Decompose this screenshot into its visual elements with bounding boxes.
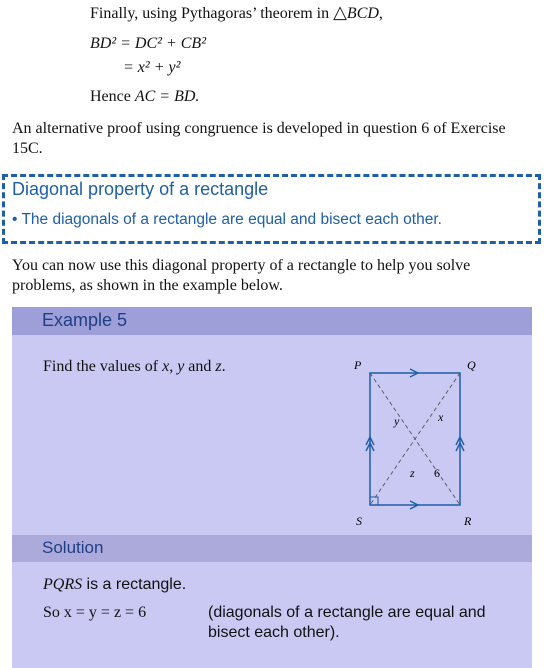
punctuation: , bbox=[378, 5, 383, 22]
rectangle-name: PQRS bbox=[43, 576, 83, 593]
right-angle-mark bbox=[370, 497, 378, 505]
solution-header bbox=[12, 535, 532, 562]
vertex-r-label: R bbox=[464, 514, 472, 528]
segment-z-label: z bbox=[410, 466, 415, 480]
equation-line-1: BD² = DC² + CB² bbox=[90, 35, 206, 52]
pythagoras-line bbox=[90, 2, 383, 24]
solution-reason: (diagonals of a rectangle are equal and bisect each other). bbox=[208, 604, 486, 641]
key-point-box bbox=[2, 174, 541, 244]
box-border-left bbox=[2, 174, 5, 244]
segment-x-label: x bbox=[438, 410, 444, 424]
question-text: Find the values of bbox=[43, 358, 163, 375]
segment-6-label: 6 bbox=[434, 466, 440, 480]
solution-line-2: So x = y = z = 6 bbox=[43, 604, 147, 621]
hence-line bbox=[90, 87, 199, 107]
question-and: and bbox=[184, 358, 216, 375]
example-box bbox=[12, 307, 532, 668]
key-point-title: Diagonal property of a rectangle bbox=[12, 179, 269, 199]
solution-line-1 bbox=[43, 575, 186, 595]
use-property-paragraph: You can now use this diagonal property of a rectangle to help you solve problems, as shown in the example below. bbox=[12, 257, 471, 294]
solution-line-1-text: is a rectangle. bbox=[82, 576, 187, 593]
question-z: z bbox=[215, 358, 222, 375]
solution-title: Solution bbox=[42, 538, 104, 557]
segment-y-label: y bbox=[394, 414, 400, 428]
box-border-right bbox=[538, 174, 541, 244]
rectangle-diagram bbox=[342, 353, 502, 538]
example-title: Example 5 bbox=[42, 310, 128, 330]
hence-text: Hence bbox=[90, 88, 135, 105]
equation-line-2: = x² + y² bbox=[123, 59, 181, 76]
alternative-proof-paragraph: An alternative proof using congruence is developed in question 6 of Exercise 15C. bbox=[12, 120, 506, 157]
example-question bbox=[43, 357, 226, 377]
pythagoras-text: Finally, using Pythagoras’ theorem in bbox=[90, 5, 334, 22]
triangle-name: BCD bbox=[346, 5, 379, 22]
question-vars: x, y bbox=[162, 358, 185, 375]
example-header bbox=[12, 307, 532, 335]
vertex-s-label: S bbox=[356, 514, 362, 528]
triangle-symbol: △ bbox=[333, 2, 347, 22]
key-point-bullet: • The diagonals of a rectangle are equal and bisect each other. bbox=[12, 211, 442, 228]
hence-expression: AC = BD. bbox=[134, 88, 200, 105]
question-end: . bbox=[221, 358, 226, 375]
vertex-p-label: P bbox=[354, 358, 362, 372]
vertex-q-label: Q bbox=[467, 358, 476, 372]
